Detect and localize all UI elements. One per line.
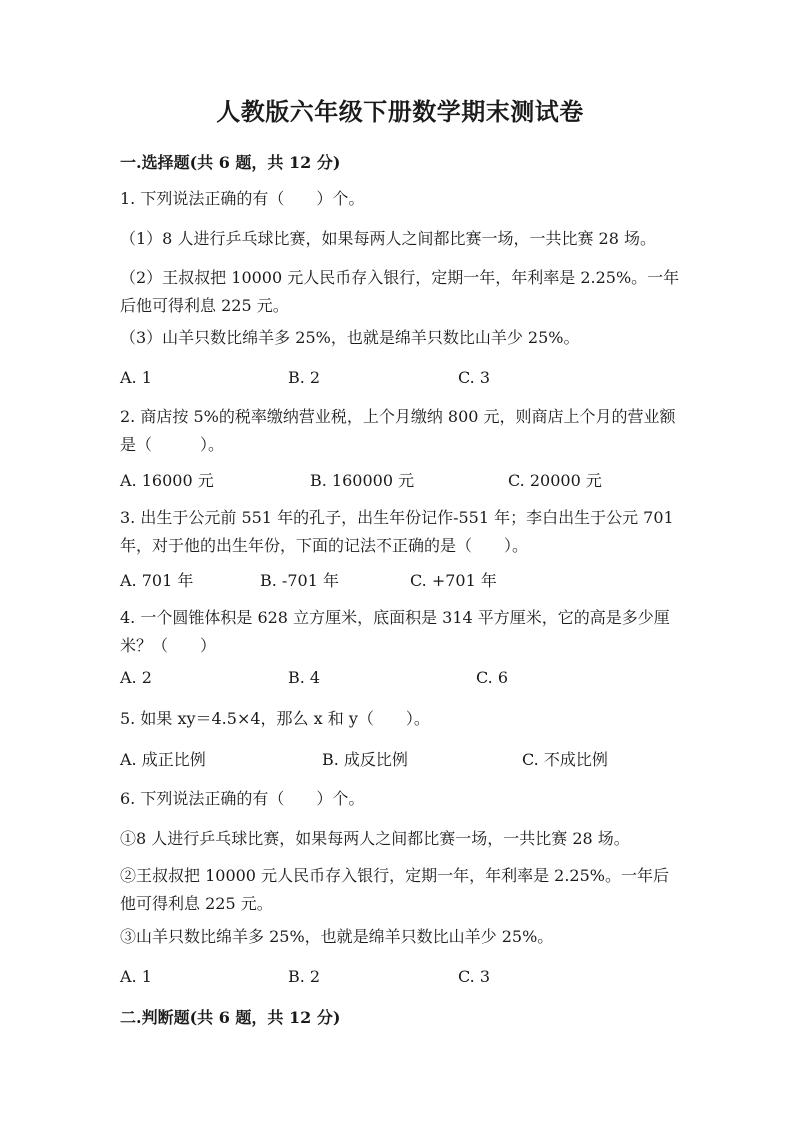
question-1-statement-3: （3）山羊只数比绵羊多 25%，也就是绵羊只数比山羊少 25%。 <box>120 328 580 347</box>
question-4-stem: 4. 一个圆锥体积是 628 立方厘米，底面积是 314 平方厘米，它的高是多少厘米？（ ） <box>120 608 670 655</box>
section-heading-judgement: 二.判断题(共 6 题，共 12 分) <box>120 1008 341 1027</box>
question-1-option-a[interactable]: A. 1 <box>120 368 152 387</box>
question-6-option-b[interactable]: B. 2 <box>288 967 321 986</box>
question-6-statement-1: ①8 人进行乒乓球比赛，如果每两人之间都比赛一场，一共比赛 28 场。 <box>120 829 630 848</box>
question-1-option-b[interactable]: B. 2 <box>288 368 321 387</box>
question-3-option-c[interactable]: C. +701 年 <box>410 571 497 590</box>
question-2-option-c[interactable]: C. 20000 元 <box>508 471 602 490</box>
page-title: 人教版六年级下册数学期末测试卷 <box>216 97 584 126</box>
question-1-statement-2: （2）王叔叔把 10000 元人民币存入银行，定期一年，年利率是 2.25%。一年后他可得利息 225 元。 <box>120 268 680 315</box>
question-6-option-a[interactable]: A. 1 <box>120 967 152 986</box>
question-2-option-a[interactable]: A. 16000 元 <box>120 471 214 490</box>
question-6-stem: 6. 下列说法正确的有（ ）个。 <box>120 789 365 808</box>
question-2-option-b[interactable]: B. 160000 元 <box>310 471 415 490</box>
question-1-stem: 1. 下列说法正确的有（ ）个。 <box>120 189 365 208</box>
question-1-statement-1: （1）8 人进行乒乓球比赛，如果每两人之间都比赛一场，一共比赛 28 场。 <box>120 229 656 248</box>
question-6-option-c[interactable]: C. 3 <box>458 967 491 986</box>
question-3-option-a[interactable]: A. 701 年 <box>120 571 194 590</box>
question-4-option-c[interactable]: C. 6 <box>476 668 509 687</box>
question-1-option-c[interactable]: C. 3 <box>458 368 491 387</box>
question-3-option-b[interactable]: B. -701 年 <box>260 571 339 590</box>
question-6-statement-2: ②王叔叔把 10000 元人民币存入银行，定期一年，年利率是 2.25%。一年后他可得利息 225 元。 <box>120 866 669 913</box>
question-5-option-b[interactable]: B. 成反比例 <box>322 750 408 769</box>
question-3-stem: 3. 出生于公元前 551 年的孔子，出生年份记作-551 年；李白出生于公元 701 年，对于他的出生年份，下面的记法不正确的是（ ）。 <box>120 508 674 555</box>
question-5-stem: 5. 如果 xy＝4.5×4，那么 x 和 y（ ）。 <box>120 709 430 728</box>
section-heading-choice: 一.选择题(共 6 题，共 12 分) <box>120 153 341 172</box>
question-5-option-c[interactable]: C. 不成比例 <box>522 750 608 769</box>
question-4-option-a[interactable]: A. 2 <box>120 668 152 687</box>
question-4-option-b[interactable]: B. 4 <box>288 668 321 687</box>
question-2-stem: 2. 商店按 5%的税率缴纳营业税，上个月缴纳 800 元，则商店上个月的营业额是（ ）。 <box>120 407 676 454</box>
question-5-option-a[interactable]: A. 成正比例 <box>120 750 206 769</box>
question-6-statement-3: ③山羊只数比绵羊多 25%，也就是绵羊只数比山羊少 25%。 <box>120 927 554 946</box>
